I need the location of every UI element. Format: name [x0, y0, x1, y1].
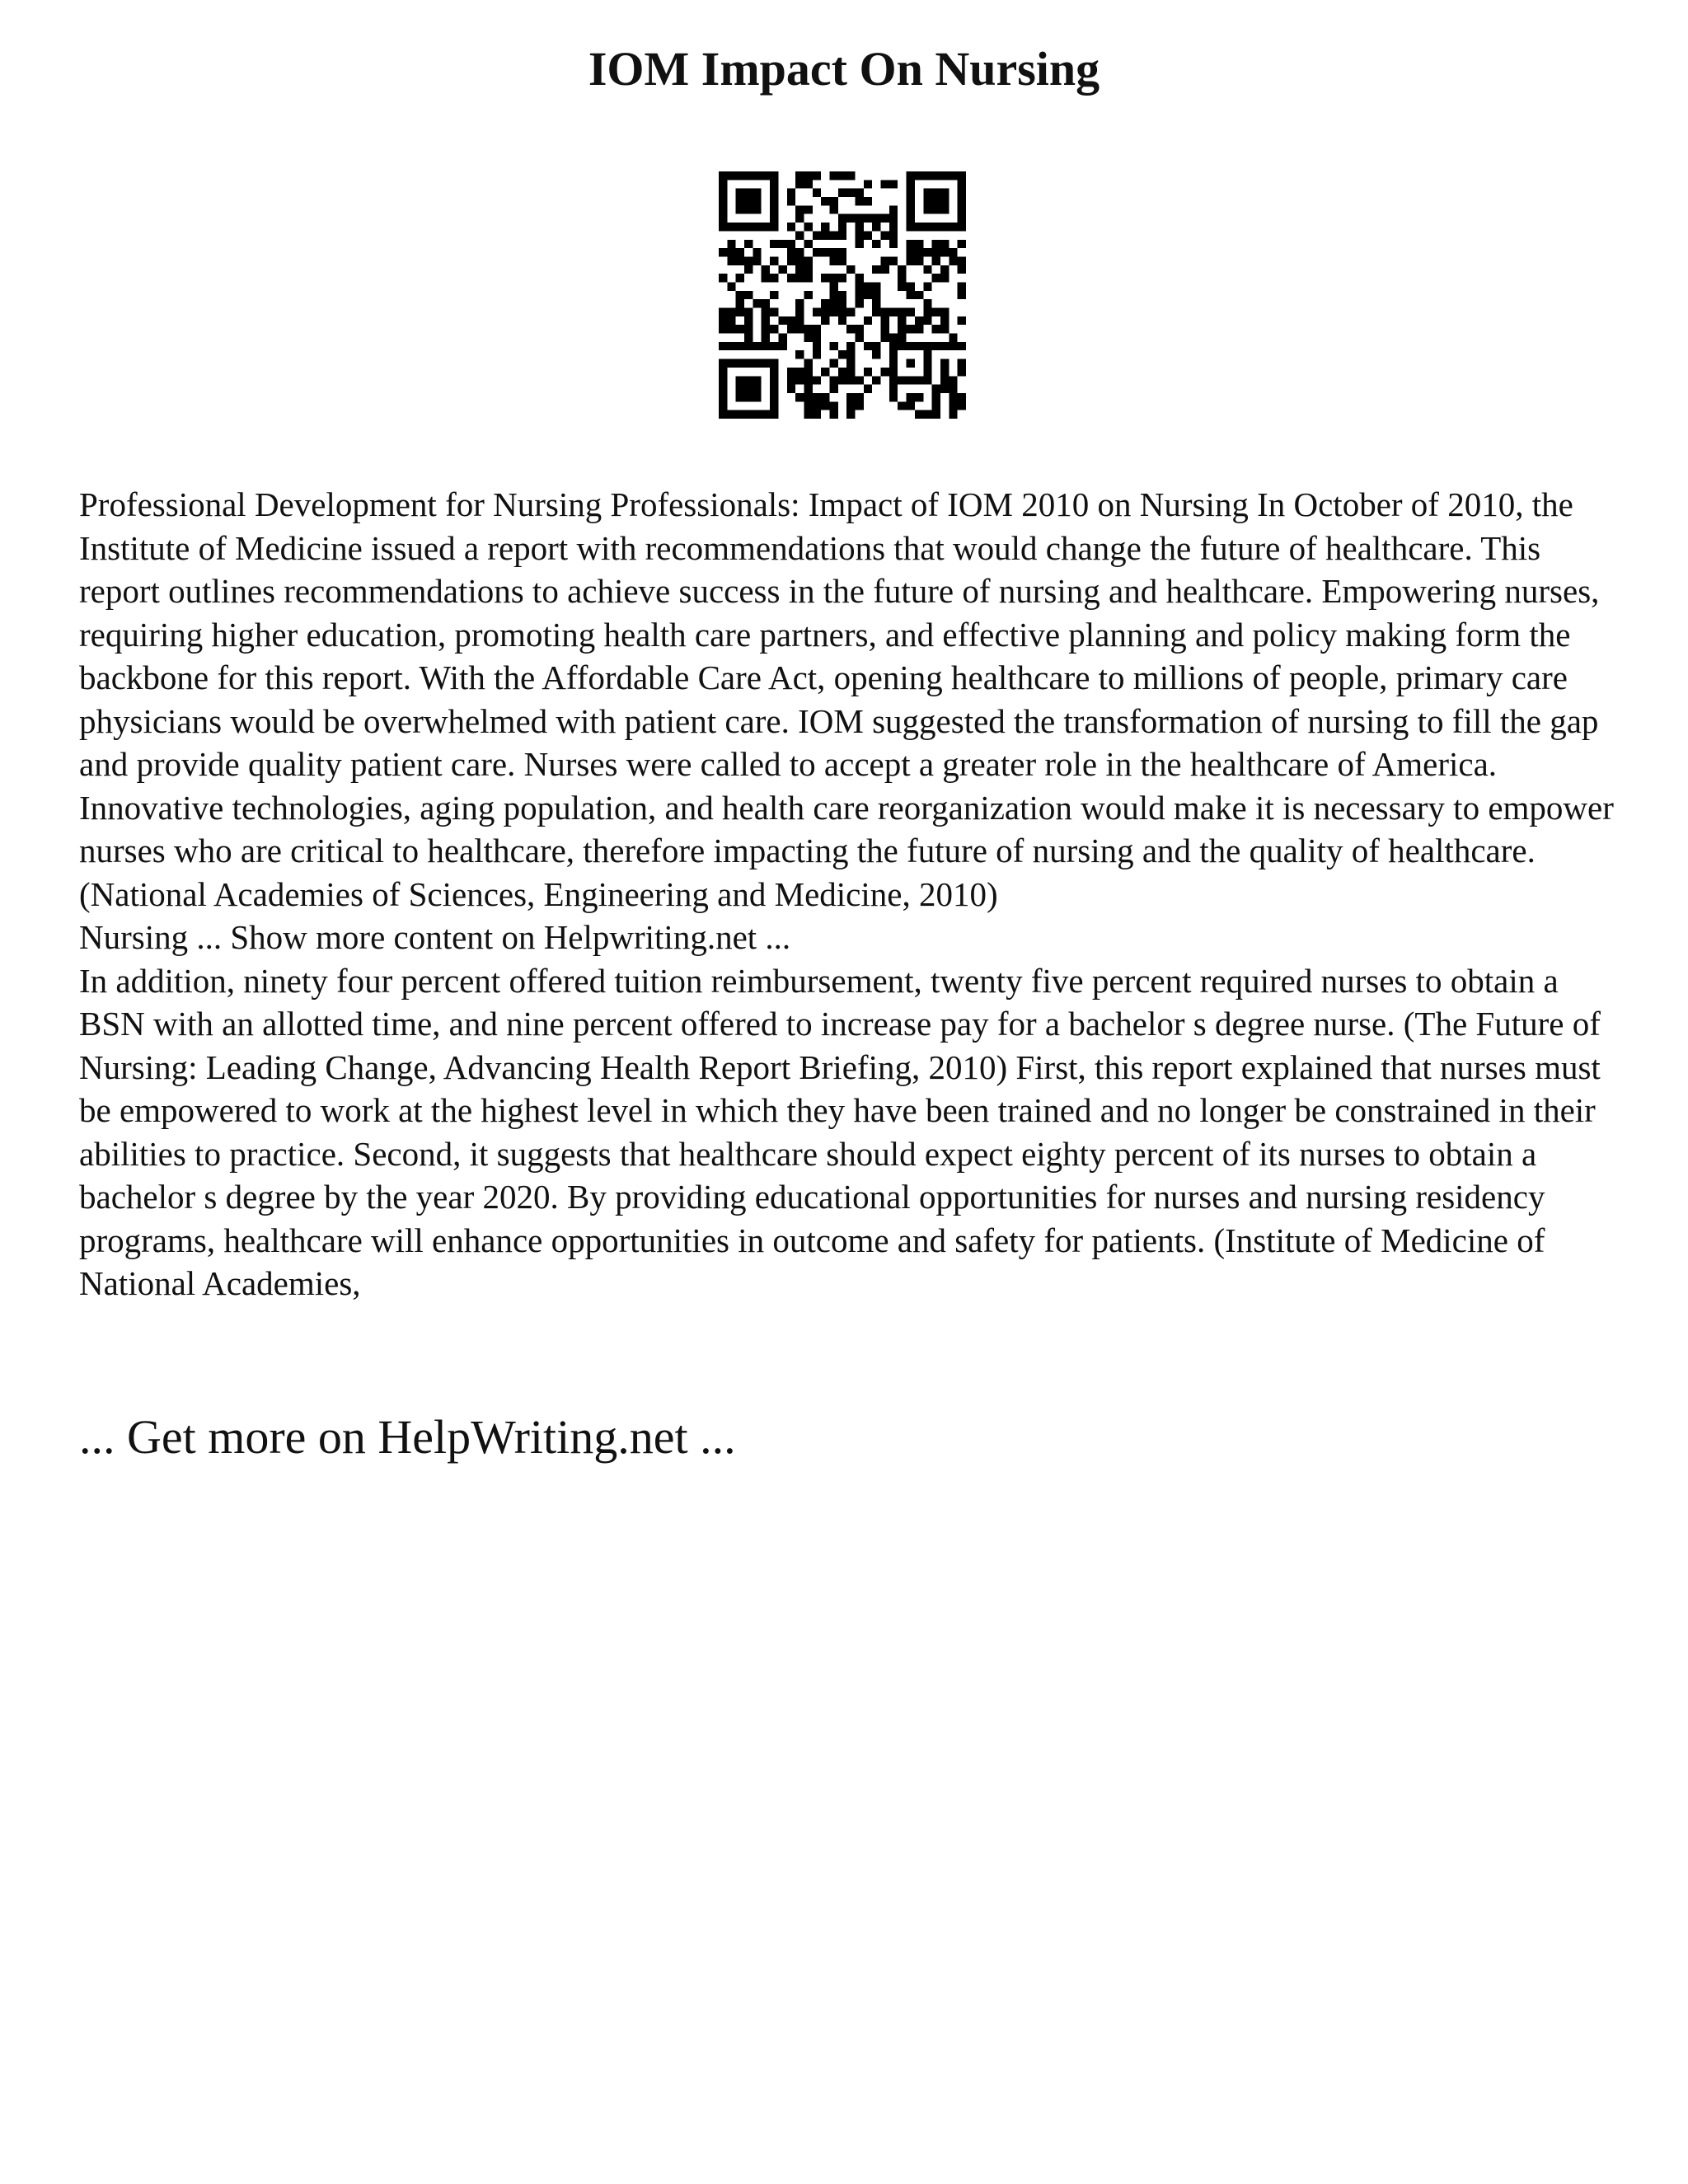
article-body — [79, 483, 1629, 1305]
show-more-line[interactable]: Nursing ... Show more content on Helpwriting.net ... — [79, 918, 791, 956]
page-title: IOM Impact On Nursing — [588, 42, 1100, 96]
paragraph-continued: In addition, ninety four percent offered tuition reimbursement, twenty five percent required nurses to obtain a BSN with an allotted time, and nine percent offered to increase pay for a bachelor s degree nurse. (The Future of Nursing: Leading Change, Advancing Health Report Briefing, 2010) First, this report explained that nurses must be empowered to work at the highest level in which they have been trained and no longer be constrained in their abilities to practice. Second, it suggests that healthcare should expect eighty percent of its nurses to obtain a bachelor s degree by the year 2020. By providing educational opportunities for nurses and nursing residency programs, healthcare will enhance opportunities in outcome and safety for patients. (Institute of Medicine of National Academies, — [79, 961, 1601, 1302]
qr-code-graphic — [719, 171, 966, 419]
qr-code-icon[interactable] — [719, 171, 966, 419]
paragraph-intro: Professional Development for Nursing Professionals: Impact of IOM 2010 on Nursing In October of 2010, the Institute of Medicine issued a report with recommendations that would change the future of healthcare. This report outlines recommendations to achieve success in the future of nursing and healthcare. Empowering nurses, requiring higher education, promoting health care partners, and effective planning and policy making form the backbone for this report. With the Affordable Care Act, opening healthcare to millions of people, primary care physicians would be overwhelmed with patient care. IOM suggested the transformation of nursing to fill the gap and provide quality patient care. Nurses were called to accept a greater role in the healthcare of America. Innovative technologies, aging population, and health care reorganization would make it is necessary to empower nurses who are critical to healthcare, therefore impacting the future of nursing and the quality of healthcare. (National Academies of Sciences, Engineering and Medicine, 2010) — [79, 485, 1614, 913]
get-more-link[interactable]: ... Get more on HelpWriting.net ... — [79, 1410, 736, 1464]
